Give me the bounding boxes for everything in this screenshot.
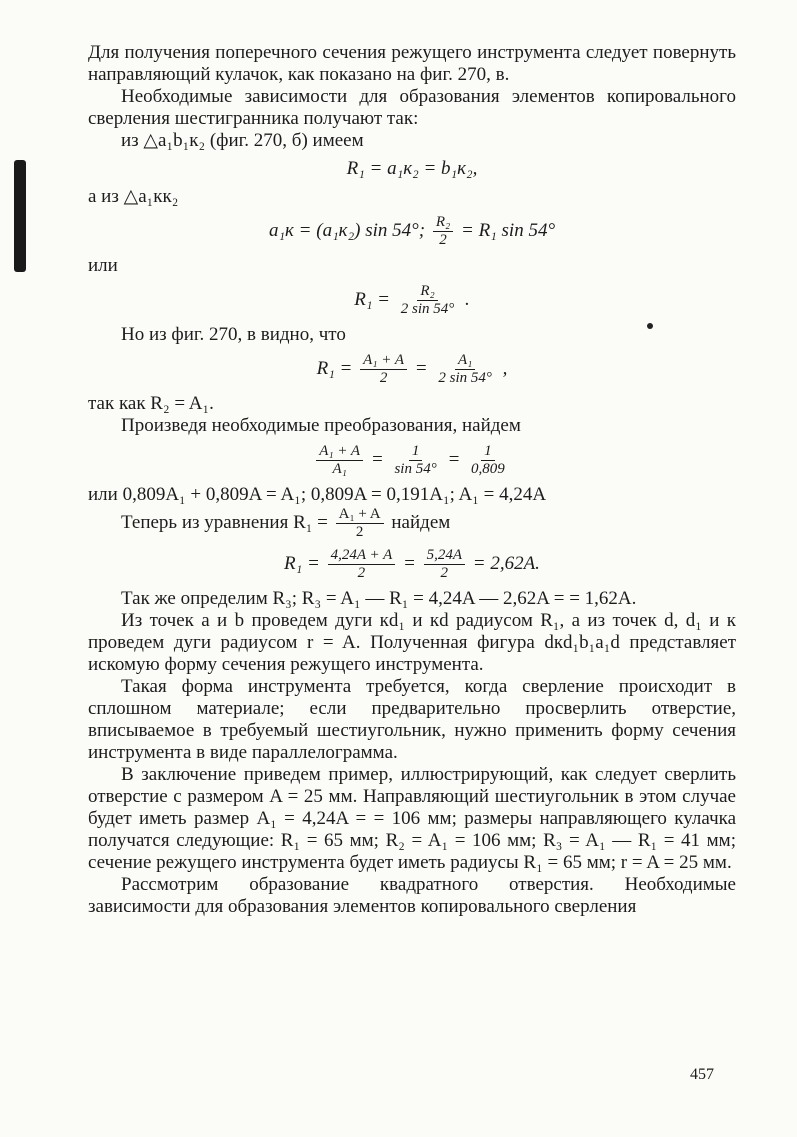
line-from-triangle: из △a₁b₁к₂ (фиг. 270, б) имеем: [121, 130, 364, 151]
page-body: [88, 42, 736, 918]
paragraph-1: Для получения поперечного сечения режущего инструмента следует повернуть направляющий кулачок, как показано на фиг. 270, в.: [88, 42, 736, 85]
equation-6: [88, 547, 736, 582]
eq5-num3: 1: [481, 443, 495, 461]
eq3-left: R₁ =: [354, 288, 391, 310]
eq5-fraction-2: [391, 443, 439, 478]
line-and-from: а из △a₁кк₂: [88, 186, 179, 207]
line-but-from: Но из фиг. 270, в видно, что: [121, 324, 346, 345]
eq2-fraction: [433, 214, 453, 249]
eq4-num1: A₁ + A: [360, 352, 407, 370]
equation-3: [88, 283, 736, 318]
line-or: или: [88, 255, 118, 276]
eq4-left: R₁ =: [316, 357, 353, 379]
eq2-num: R₂: [433, 214, 453, 232]
eq6-mid: =: [403, 552, 416, 574]
eq2-right: = R₁ sin 54°: [461, 219, 556, 241]
eq3-den: 2 sin 54°: [400, 301, 455, 317]
eq6-num2: 5,24A: [424, 547, 465, 565]
eq4-num2: A₁: [455, 352, 475, 370]
eq3-end: .: [465, 288, 470, 310]
eq4-den2: 2 sin 54°: [438, 370, 492, 386]
now-fraction: [336, 506, 384, 541]
eq4-end: ,: [502, 357, 508, 379]
eq5-num2: 1: [409, 443, 423, 461]
eq4-mid: =: [414, 357, 428, 379]
eq6-end: = 2,62A.: [472, 552, 540, 574]
eq5-fraction-1: [316, 443, 363, 478]
eq2-den: 2: [439, 232, 447, 248]
eq6-fraction-2: [424, 547, 465, 582]
equation-2: [88, 214, 736, 249]
page-number: 457: [690, 1066, 714, 1083]
now-text-b: найдем: [391, 511, 451, 533]
eq6-den1: 2: [357, 565, 366, 581]
eq4-den1: 2: [379, 370, 388, 386]
paragraph-4: Из точек a и b проведем дуги кd₁ и кd радиусом R₁, а из точек d, d₁ и к проведем дуги радиусом r = A. Полученная фигура dкd₁b₁a₁d представляет искомую форму сечения режущего инструмента.: [88, 610, 736, 675]
line-since: так как R₂ = A₁.: [88, 393, 214, 414]
equation-5: [88, 443, 736, 478]
now-text-a: Теперь из уравнения R₁ =: [121, 511, 328, 533]
paragraph-7: Рассмотрим образование квадратного отверстия. Необходимые зависимости для образования элементов копировального сверления: [88, 874, 736, 917]
eq5-den1: A₁: [332, 461, 347, 477]
eq3-num: R₂: [417, 283, 437, 301]
eq5-eq2: =: [447, 448, 461, 470]
now-den: 2: [355, 524, 364, 540]
eq5-eq1: =: [370, 448, 384, 470]
eq2-left: a₁к = (a₁к₂) sin 54°;: [268, 219, 426, 241]
paragraph-5: Такая форма инструмента требуется, когда сверление происходит в сплошном материале; если предварительно просверлить отверстие, вписываемое в требуемый шестиугольник, нужно применить форму сечения инструмента в виде параллелограмма.: [88, 676, 736, 763]
eq6-num1: 4,24A + A: [328, 547, 396, 565]
eq3-fraction: [398, 283, 458, 318]
eq6-den2: 2: [440, 565, 449, 581]
margin-scan-mark: [14, 160, 26, 272]
eq6-fraction-1: [328, 547, 396, 582]
paragraph-2: Необходимые зависимости для образования элементов копировального сверления шестигранника получают так:: [88, 86, 736, 129]
eq6-left: R₁ =: [284, 552, 320, 574]
line-or-2: или 0,809A₁ + 0,809A = A₁; 0,809A = 0,191A₁; A₁ = 4,24A: [88, 484, 547, 505]
eq4-fraction-2: [435, 352, 495, 387]
line-transform: Произведя необходимые преобразования, найдем: [121, 415, 521, 436]
paragraph-6: В заключение приведем пример, иллюстрирующий, как следует сверлить отверстие с размером A = 25 мм. Направляющий шестиугольник в этом случае будет иметь размер A₁ = 4,24A = = 106 мм; размеры направляющего кулачка получатся следующие: R₁ = 65 мм; R₂ = A₁ = 106 мм; R₃ = A₁ — R₁ = 41 мм; сечение режущего инструмента будет иметь радиусы R₁ = 65 мм; r = A = 25 мм.: [88, 764, 736, 873]
eq5-num1: A₁ + A: [316, 443, 363, 461]
eq4-fraction-1: [360, 352, 407, 387]
line-now-from: [88, 506, 736, 541]
eq5-den2: sin 54°: [394, 461, 437, 477]
now-num: A₁ + A: [336, 506, 384, 524]
eq5-den3: 0,809: [471, 461, 505, 477]
equation-1: R₁ = a₁к₂ = b₁к₂,: [346, 158, 478, 179]
eq5-fraction-3: [468, 443, 508, 478]
equation-4: [88, 352, 736, 387]
paragraph-3: Так же определим R₃; R₃ = A₁ — R₁ = 4,24A — 2,62A = = 1,62A.: [121, 588, 637, 609]
